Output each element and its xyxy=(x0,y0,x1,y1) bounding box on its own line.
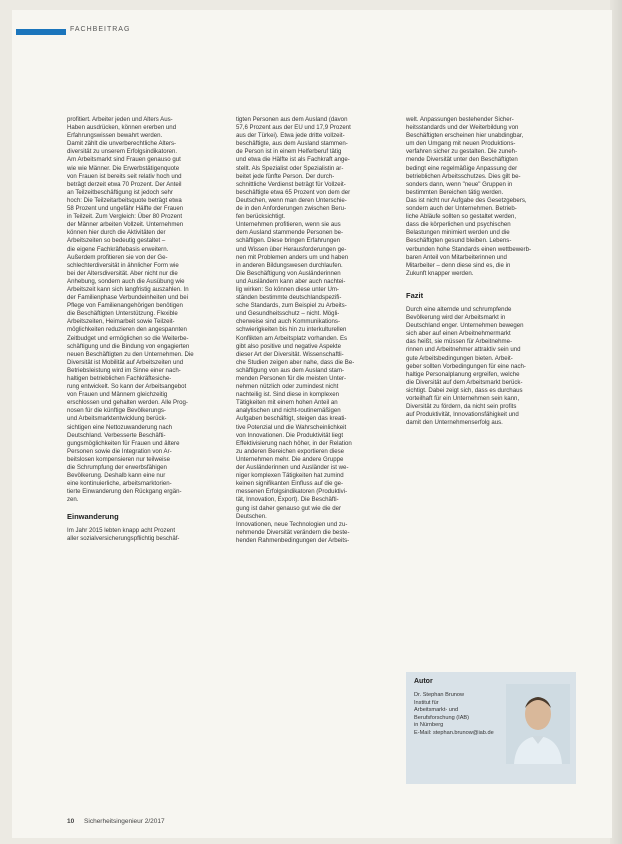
text-line: nosen für die künftige Bevölkerungs- xyxy=(67,407,166,415)
text-line: Unternehmen profitieren, wenn sie aus xyxy=(236,221,341,229)
text-line: die Diversität auf dem Arbeitsmarkt berück- xyxy=(406,378,523,386)
text-line: beitet jede fünfte Person. Der durch- xyxy=(236,172,335,180)
text-line: Die Beschäftigung von Ausländerinnen xyxy=(236,269,341,277)
text-line: bei der Altersdiversität. Aber nicht nur die xyxy=(67,269,178,277)
text-line: sche Standards, zum Beispiel zu Arbeits- xyxy=(236,302,347,310)
text-line: 57,6 Prozent aus der EU und 17,9 Prozent xyxy=(236,124,351,132)
text-line: um den Umgang mit neuen Produktions- xyxy=(406,140,516,148)
text-line: E-Mail: stephan.brunow@iab.de xyxy=(414,729,494,736)
text-line: beitslosen kompensieren nur teilweise xyxy=(67,455,170,463)
text-line: der Ausländerinnen und Ausländer ist we- xyxy=(236,464,349,472)
heading-fazit: Fazit xyxy=(406,290,424,300)
text-line: sichtigt. Dabei zeigt sich, dass es durchaus xyxy=(406,386,523,394)
text-line: beträgt derzeit etwa 70 Prozent. Der Anteil xyxy=(67,180,182,188)
text-line: von Frauen und Männern gleichzeitig xyxy=(67,391,168,399)
text-column-3 xyxy=(406,116,570,427)
text-line: nehmen nützlich oder zumindest nicht xyxy=(236,383,339,391)
text-line: in Teilzeit. Zum Vergleich: Über 80 Prozent xyxy=(67,213,183,221)
text-line: von Innovationen. Die Produktivität liegt xyxy=(236,431,344,439)
text-column-2 xyxy=(236,116,400,545)
text-line: auf Produktivität, Innovationsfähigkeit und xyxy=(406,411,519,419)
text-line: aller sozialversicherungspflichtig beschäf- xyxy=(67,534,180,542)
text-line: damit den Unternehmenserfolg aus. xyxy=(406,419,503,427)
text-line: nehmende Diversität verändern die beste- xyxy=(236,528,350,536)
text-line: aus der Türkei). Etwa jede dritte vollzeit- xyxy=(236,132,345,140)
text-line: Bevölkerung. Deshalb kann eine nur xyxy=(67,472,166,480)
text-line: sondern auch der Unternehmen. Betrieb- xyxy=(406,205,517,213)
text-line: sich aber auf einen Arbeitnehmermarkt xyxy=(406,330,511,338)
section-label: FACHBEITRAG xyxy=(70,26,131,33)
text-line: Zukunft knapper werden. xyxy=(406,269,474,277)
text-line: sichtigen eine Nettozuwanderung nach xyxy=(67,423,173,431)
text-line: hoch: Die Teilzeitarbeitsquote beträgt etwa xyxy=(67,196,182,204)
text-line: Deutschland enger. Unternehmen bewegen xyxy=(406,322,524,330)
text-line: baren Anteil von Mitarbeiterinnen und xyxy=(406,253,507,261)
text-line: beschäftigte, aus dem Ausland stammen- xyxy=(236,140,348,148)
text-line: gute Arbeitsbedingungen bieten. Arbeit- xyxy=(406,354,513,362)
text-line: in Nürnberg xyxy=(414,722,444,729)
text-line: dass die körperlichen und psychischen xyxy=(406,221,511,229)
text-line: Anhebung, sondern auch die Ausübung wie xyxy=(67,277,185,285)
text-line: ständen bestimmte deutschlandspezifi- xyxy=(236,294,342,302)
text-line: che Studien zeigen aber nahe, dass die Be- xyxy=(236,358,355,366)
text-line: Diversität ist Mobilität auf Arbeitszeiten und xyxy=(67,358,184,366)
text-line: sonders dann, wenn "neue" Gruppen in xyxy=(406,180,513,188)
text-line: die Beschäftigten Unterstützung. Flexible xyxy=(67,310,178,318)
text-line: verbunden hohe Standards einen wettbewerb- xyxy=(406,245,532,253)
text-line: Erfahrungswissen bewahrt werden. xyxy=(67,132,163,140)
text-line: schlechterdiversität in ähnlicher Form wie xyxy=(67,261,179,269)
text-line: Arbeitszeiten so bedeutig gestaltet – xyxy=(67,237,166,245)
text-line: haltige Personalplanung ergreifen, welche xyxy=(406,370,520,378)
text-line: welt. Anpassungen bestehender Sicher- xyxy=(406,116,514,123)
text-line: Durch eine alternde und schrumpfende xyxy=(406,305,512,313)
column-3-after xyxy=(406,306,570,427)
text-line: die eigene Fachkräftebasis erweitern. xyxy=(67,245,169,253)
text-line: Außerdem profitieren sie von der Ge- xyxy=(67,253,168,261)
text-line: keinen signifikanten Einfluss auf die ge- xyxy=(236,480,344,488)
text-line: Belastungen minimiert werden und die xyxy=(406,229,510,237)
text-line: analytischen und nicht-routinemäßigen xyxy=(236,407,341,415)
publication-name: Sicherheitsingenieur 2/2017 xyxy=(84,818,165,825)
text-line: Arbeitsmarkt- und xyxy=(414,707,459,714)
text-line: und Wissen über Herausforderungen ge- xyxy=(236,245,347,253)
portrait-icon xyxy=(506,684,570,764)
text-line: diversität zu unserem Erfolgsindikatoren. xyxy=(67,148,178,156)
text-line: heitsstandards und der Weiterbildung von xyxy=(406,124,519,132)
text-line: Das ist nicht nur Aufgabe des Gesetzgebers, xyxy=(406,196,527,204)
text-line: Mitarbeiter – denn diese sind es, die in xyxy=(406,261,511,269)
text-line: tigten Personen aus dem Ausland (davon xyxy=(236,116,348,123)
text-line: Haben ausdrücken, können ererben und xyxy=(67,124,177,132)
text-line: gibt also positive und negative Aspekte xyxy=(236,342,342,350)
text-line: neuen Beschäftigten zu den Unternehmen. Die xyxy=(67,350,194,358)
author-title: Autor xyxy=(414,678,433,685)
text-line: Aufgaben beschäftigt, steigen das kreati- xyxy=(236,415,347,423)
text-line: dieser Art der Diversität. Wissenschaftli- xyxy=(236,350,344,358)
text-line: de in den Anforderungen zwischen Beru- xyxy=(236,205,347,213)
text-line: rinnen und Arbeitnehmer attraktiv sein und xyxy=(406,346,521,354)
author-photo xyxy=(506,684,570,764)
text-line: menden Personen für die meisten Unter- xyxy=(236,375,347,382)
text-line: das heißt, sie müssen für Arbeitnehme- xyxy=(406,338,513,346)
text-line: Deutschen. xyxy=(236,512,267,520)
text-line: Deutschland. Verbesserte Beschäfti- xyxy=(67,431,166,439)
heading-einwanderung: Einwanderung xyxy=(67,511,119,521)
text-line: Betriebsleistung wird im Sinne einer nach- xyxy=(67,366,181,374)
text-line: erschlossen und gehalten werden. Alle Prog- xyxy=(67,399,188,407)
text-line: Beschäftigten erscheinen hier unabdingbar, xyxy=(406,132,524,140)
text-line: eine kontinuierliche, arbeitsmarktorien- xyxy=(67,480,172,488)
text-line: Zeitbudget und ermöglichen so die Weiterbe- xyxy=(67,334,189,342)
text-line: können hier durch die Aktivitäten der xyxy=(67,229,166,237)
text-line: profitiert. Arbeiter jeden und Alters Aus- xyxy=(67,116,173,123)
text-line: verfahren sicher zu gestalten. Die zuneh- xyxy=(406,148,518,156)
text-line: Beschäftigten gesund bleiben. Lebens- xyxy=(406,237,512,245)
text-line: Personen sowie die Integration von Ar- xyxy=(67,447,172,455)
text-line: de Person ist in einem Helferberuf tätig xyxy=(236,148,342,156)
text-line: haltigen betrieblichen Fachkräftesiche- xyxy=(67,375,172,382)
text-line: möglichkeiten reduzieren den angespannten xyxy=(67,326,187,334)
text-line: Institut für xyxy=(414,699,439,706)
text-line: Konflikten am Arbeitsplatz vorhanden. Es xyxy=(236,334,348,342)
text-line: nen mit Problemen anders um und haben xyxy=(236,253,349,261)
text-column-1 xyxy=(67,116,231,543)
text-line: geber sollten Vorbedingungen für eine nach- xyxy=(406,362,526,370)
section-color-bar xyxy=(16,29,66,35)
text-line: messenen Erfolgsindikatoren (Produktivi- xyxy=(236,488,348,496)
text-line: an Teilzeitbeschäftigung ist jedoch sehr xyxy=(67,188,173,196)
text-line: Pflege von Familienangehörigen benötigen xyxy=(67,302,183,310)
column-1-body xyxy=(67,116,231,505)
page-footer xyxy=(67,818,165,825)
text-line: Berufsforschung (IAB) xyxy=(414,714,470,721)
text-line: Damit zählt die unverberechtliche Alters- xyxy=(67,140,177,148)
text-line: henden Rahmenbedingungen der Arbeits- xyxy=(236,536,350,544)
text-line: zen. xyxy=(67,496,79,504)
text-line: liche Abläufe sollten so gestaltet werden, xyxy=(406,213,517,221)
text-line: der Männer arbeiten Vollzeit. Unternehmen xyxy=(67,221,184,229)
text-line: und Ausländern kann aber auch nachtei- xyxy=(236,277,346,285)
text-line: Unternehmen mehr. Die andere Gruppe xyxy=(236,455,344,463)
text-line: tive Potenzial und die Wahrscheinlichkeit xyxy=(236,423,347,431)
text-line: Effektivisierung nach höher, in der Relation xyxy=(236,439,352,447)
text-line: 58 Prozent und ungefähr Hälfte der Frauen xyxy=(67,205,184,213)
text-line: betrieblichen Arbeitsschutzes. Dies gilt be- xyxy=(406,172,521,180)
text-line: Diversität zu fördern, da nicht sein profits xyxy=(406,403,517,411)
author-box xyxy=(406,672,576,784)
text-line: Bevölkerung wird der Arbeitsmarkt in xyxy=(406,314,506,322)
text-line: schäftigung und die Bindung von engagierten xyxy=(67,342,190,350)
text-line: cherweise sind auch Kommunikations- xyxy=(236,318,340,326)
column-3-body xyxy=(406,116,570,278)
text-line: schäftigen. Diese bringen Erfahrungen xyxy=(236,237,340,245)
text-line: gung ist daher genauso gut wie die der xyxy=(236,504,342,512)
text-line: mende Diversität unter den Beschäftigten xyxy=(406,156,518,164)
text-line: von Frauen ist bereits seit relativ hoch und xyxy=(67,172,182,180)
page-number: 10 xyxy=(67,818,75,825)
text-line: schwierigkeiten bis hin zu interkulturellen xyxy=(236,326,347,334)
author-details xyxy=(414,692,506,738)
text-line: und Gesundheitsschutz – nicht. Mögli- xyxy=(236,310,340,318)
text-line: Dr. Stephan Brunow xyxy=(414,692,465,698)
text-line: und Arbeitsmarktentwicklung berück- xyxy=(67,415,167,423)
text-line: und etwa die Hälfte ist als Fachkraft ange- xyxy=(236,156,350,164)
column-1-after xyxy=(67,527,231,543)
text-line: fen berücksichtigt. xyxy=(236,213,286,221)
text-line: niger komplexen Tätigkeiten hat zumind xyxy=(236,472,344,480)
text-line: Tätigkeiten mit einem hohen Anteil an xyxy=(236,399,338,407)
text-line: Arbeitszeit kann sich langfristig auszahlen. In xyxy=(67,285,189,293)
text-line: schnittliche Verdienst beträgt für Vollzeit- xyxy=(236,180,346,188)
text-line: zu anderen Bereichen exportieren diese xyxy=(236,447,345,455)
text-line: Am Arbeitsmarkt sind Frauen genauso gut xyxy=(67,156,181,164)
text-line: in anderen Bildungswesen durchlaufen. xyxy=(236,261,343,269)
text-line: gungsmöglichkeiten für Frauen und ältere xyxy=(67,439,180,447)
text-line: Deutschen, wenn man deren Unterschie- xyxy=(236,196,347,204)
text-line: Arbeitszeiten, Heimarbeit sowie Teilzeit- xyxy=(67,318,175,326)
text-line: Im Jahr 2015 lebten knapp acht Prozent xyxy=(67,526,176,534)
text-line: bedingt eine regelmäßige Anpassung der xyxy=(406,164,518,172)
text-line: bestimmten Bereichen tätig werden. xyxy=(406,188,504,196)
text-line: lig wirken: So können diese unter Um- xyxy=(236,285,339,293)
text-line: rung entwickelt. So kann der Arbeitsangebot xyxy=(67,383,187,391)
text-line: tät, Innovation, Export). Die Beschäfti- xyxy=(236,496,339,504)
text-line: wie wie Männer. Die Erwerbstätigenquote xyxy=(67,164,180,172)
text-line: nachteilig ist. Sind diese in komplexen xyxy=(236,391,339,399)
column-2-body xyxy=(236,116,400,545)
text-line: tierte Einwanderung den Rückgang ergän- xyxy=(67,488,182,496)
text-line: schäftigung von aus dem Ausland stam- xyxy=(236,366,345,374)
text-line: die Schrumpfung der erwerbsfähigen xyxy=(67,464,167,472)
text-line: Innovationen, neue Technologien und zu- xyxy=(236,520,348,528)
text-line: vorteilhaft für ein Unternehmen sein kann, xyxy=(406,395,520,402)
text-line: der Familienphase Verbundeinheiten und bei xyxy=(67,294,188,302)
text-line: beschäftigte etwa 65 Prozent von dem der xyxy=(236,188,351,196)
text-line: stellt. Als Spezialist oder Spezialistin ar- xyxy=(236,164,344,172)
text-line: dem Ausland stammende Personen be- xyxy=(236,229,344,237)
